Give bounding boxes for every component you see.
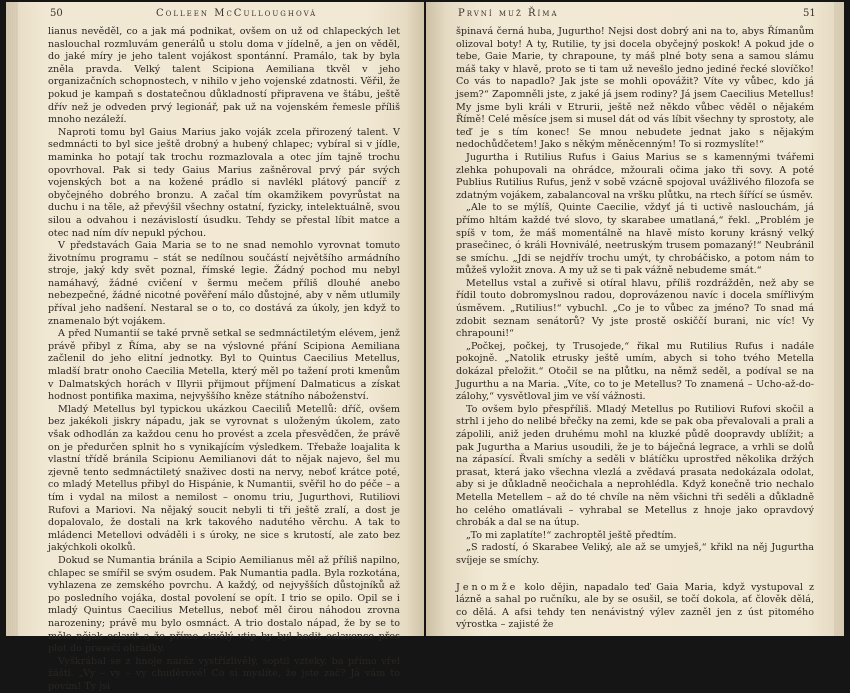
paragraph: Jugurtha i Rutilius Rufus i Gaius Marius se s kamennými tvářemi zlehka pohupovali na ohrádce, mžourali očima jako tři sovy. A poté Publius Rutilius Rufus, jenž v sobě vzácně spojoval uvážlivého filozofa se zdatným vojákem, zabalancoval na vršku plůtku, na rtech šířící se úsměv.	[456, 151, 814, 201]
page-number: 51	[803, 8, 816, 19]
running-head: První muž Říma	[458, 8, 559, 19]
page-body-text	[456, 26, 814, 632]
book-spread	[6, 2, 844, 692]
paragraph: To ovšem bylo přespříliš. Mladý Metellus po Rutiliovi Rufovi skočil a strhl i jeho do nelibé břečky na zemi, kde se pak oba převalovali a prali a zápolili, aniž jeden druhému mohl na kluzké půdě doopravdy ublížit; a pak Jugurtha a Marius usoudili, že je to báječná legrace, a vrhli se dolů na zápasící. Řvali smíchy a seděli v blátíčku uprostřed několika držých prasat, která jako všechna vlezlá a zvědavá prasata nedokázala odolat, aby si je důkladně neočichala a neprohlédla. Když konečně trio nechalo Metella Metellem – až do té chvíle na něm všichni tři seděli a důkladně ho celého omatlávali – vyhrabal se Metellus z hnoje jako opravdový chrobák a dal se na útup.	[456, 403, 814, 529]
paragraph: Vyškrábal se z hnoje naráz vystřízlivělý, soptil vzteky, ba přímo vřel žáští. „Vy – vy – vy chuděrové! Co si myslíte, že jste zač? Já vám to povím! Ty jsi	[48, 655, 400, 692]
section-start-word: Jenomže	[456, 581, 519, 593]
running-head: Colleen McCulloughová	[156, 8, 318, 19]
paragraph: „Ale to se mýlíš, Quinte Caecilie, vždyť já ti uctivě naslouchám, já přímo hltám každé tvé slovo, ty skarabee umatlaná,“ řekl. „Problém je spíš v tom, že máš momentálně na hlavě místo koruny krásný velký prasečinec, ó králi Hovniválé, neetruským trusem pomazaný!“ Neubránil se smíchu. „Jdi se nejdřív trochu umýt, ty chrobáčisko, a potom nám to můžeš vyložit znova. A my už se ti pak vážně nebudeme smát.“	[456, 202, 814, 277]
paragraph: špinavá černá huba, Jugurtho! Nejsi dost dobrý ani na to, abys Římanům olizoval boty! A ty, Rutilie, ty jsi docela obyčejný poskok! A pokud jde o tebe, Gaie Marie, ty chrapoune, ty máš plné boty sena a samou slámu máš taky v hlavě, proto se ti tam už nevešlo jedno jediné řecké slovíčko! Co vás to napadlo? Jak jste se mohli opovážit? Víte vy vůbec, kdo já jsem?“ Zapomněli jste, z jaké já jsem rodiny? Já jsem Caecilius Metellus! My jsme byli králi v Etrurii, ještě než někdo vůbec věděl o nějakém Římě! Celé měsíce jsem si musel dát od vás líbit všechny ty sprostoty, ale teď je s tím konec! Se mnou nebudete jednat jako s nějakým nedochůdčetem! Jako s někým měněcenným! To si rozmyslíte!“	[456, 26, 814, 151]
page-edges-left	[6, 2, 18, 636]
left-page	[6, 2, 424, 692]
section-start-paragraph	[456, 582, 814, 632]
page-edges-right	[834, 2, 844, 636]
paragraph: „S radostí, ó Skarabee Veliký, ale až se umyješ,“ křikl na něj Jugurtha svíjeje se smíchy.	[456, 542, 814, 566]
paragraph: V představách Gaia Maria se to ne snad nemohlo vyrovnat tomuto životnímu programu – stát se nedílnou součástí největšího armádního stroje, jaký kdy svět poznal, římské legie. Žádný pochod mu nebyl namáhavý, žádné cvičení v šermu mečem příliš dlouhé anebo nebezpečné, žádné nicotné pověření málo důstojné, aby v něm utlumily příval jeho nadšení. Nestaral se o to, co dostává za úkoly, jen když to znamenalo být vojákem.	[48, 240, 400, 327]
right-page	[426, 2, 844, 636]
paragraph: Mladý Metellus byl typickou ukázkou Caeciliů Metellů: dříč, ovšem bez jakékoli jiskry nápadu, jak se vyrovnat s uloženým úkolem, zato však odhodlán za každou cenu ho provést a zcela přesvědčen, že právě on je předurčen splnit ho s vynikajícím výsledkem. Třebaže loajalita k vlastní třídě bránila Scipionu Aemilianovi dát to nějak najevo, šel mu zjevně tento sedmnáctiletý snaživec dosti na nervy, neboť krátce poté, co mladý Metellus přibyl do Hispánie, k Numantii, svěřil ho do péče – a tím i vydal na milost a nemilost – onomu triu, Jugurthovi, Rutiliovi Rufovi a Mariovi. Na nějaký soucit nebyli ti tři ještě zralí, a dost je dopalovalo, že dostali na krk takového nadutého věrchu. A tak to mládenci Metellovi odváděli i s úroky, ne sice s krutostí, ale zato bez jakýchkoli okolků.	[48, 403, 400, 554]
section-continuation: kolo dějin, napadalo teď Gaia Maria, když vystupoval z lázně a sahal po ručníku, ale by se osušil, se točí dokola, ať člověk dělá, co dělá. A afsi tehdy ten nenávistný výlev zazněl jen z úst pitomého výrostka – zajisté že	[456, 581, 814, 631]
paragraph: A před Numantií se také prvně setkal se sedmnáctiletým elévem, jenž právě přibyl z Říma, aby se na výslovné přání Scipiona Aemiliana začlenil do jeho elitní jednotky. Byl to Quintus Caecilius Metellus, mladší bratr onoho Caecilia Metella, který měl po tažení proti kmenům v Dalmatských horách v Illyrii přijmout příjmení Dalmaticus a získat hodnost pontifika maxima, nejvyššího kněze státního náboženství.	[48, 328, 400, 403]
page-body-text	[48, 26, 400, 693]
paragraph: lianus nevěděl, co a jak má podnikat, ovšem on už od chlapeckých let naslouchal rozmluvám generálů u stolu doma v jídelně, a jen on věděl, do jaké míry je jeho talent vojákost spontánní. Pramálo, tak by byla zněla pravda. Velký talent Scipiona Aemiliana tkvěl v jeho organizačních schopnostech, v nihilo v jeho vojenské zdatnosti. Věřil, že pokud je kampaň s dostatečnou důkladností připravena ve štábu, ještě dřív než je odveden prvý legionář, pak už na vojenském řemesle příliš mnoho nezáleží.	[48, 26, 400, 126]
paragraph: „To mi zaplatíte!“ zachroptěl ještě předtím.	[466, 529, 677, 541]
paragraph: „Počkej, počkej, ty Trusojede,“ řikal mu Rutilius Rufus i nadále pokojně. „Natolik etrusky ještě umím, abych si toho tvého Metella dokázal přeložit.“ Otočil se na plůtku, na němž seděl, a podíval se na Jugurthu a na Maria. „Víte, co to je Metellus? To znamená – Ucho-až-do-zálohy,“ vysvětloval jim ve vší vážnosti.	[456, 340, 814, 403]
paragraph: Metellus vstal a zuřivě si otíral hlavu, příliš rozdrážděn, než aby se řídil touto dobromyslnou radou, doprovázenou navíc i docela smířlivým úsměvem. „Rutilius!“ vybuchl. „Co je to vůbec za jméno? To snad má zdobit seznam senátorů? Vy jste prostě oskiččí burani, nic víc! Vy chrapouni!“	[456, 277, 814, 340]
paragraph: Naproti tomu byl Gaius Marius jako voják zcela přirozený talent. V sedmnácti to byl sice ještě drobný a hubený chlapec; vybíral si v jídle, maminka ho potají tak trochu rozmazlovala a otec jím tajně trochu opovrhoval. Pak si tedy Gaius Marius zašněroval prvý pár svých vojenských bot a na kožené prádlo si navlékl plátový pancíř z obyčejného dobrého bronzu. A začal tím okamžikem povyrůstat na duchu i na těle, až převýšil všechny ostatní, fyzicky, intelektuálně, svou silou a odvahou i nezávislostí úsudku. Tehdy se přestal líbit matce a otec nad ním dív nepukl pýchou.	[48, 126, 400, 239]
page-number: 50	[50, 8, 63, 19]
paragraph: Dokud se Numantia bránila a Scipio Aemilianus měl až příliš napilno, chlapec se smířil se svým osudem. Pak Numantia padla. Byla rozkotána, vyhlazena ze zemského povrchu. A každý, od nejvyšších důstojníků až po posledního vojáka, dostal povolení se opít. I trio se opilo. Opil se i mladý Quintus Caecilius Metellus, neboť měl čirou náhodou zrovna narozeniny; právě mu bylo osmnáct. A trio dostalo nápad, že by se to mělo nějak oslavit a že přímo skvělý vtip by byl hodit oslavence přes plot do prasečí ohrádky.	[48, 554, 400, 655]
